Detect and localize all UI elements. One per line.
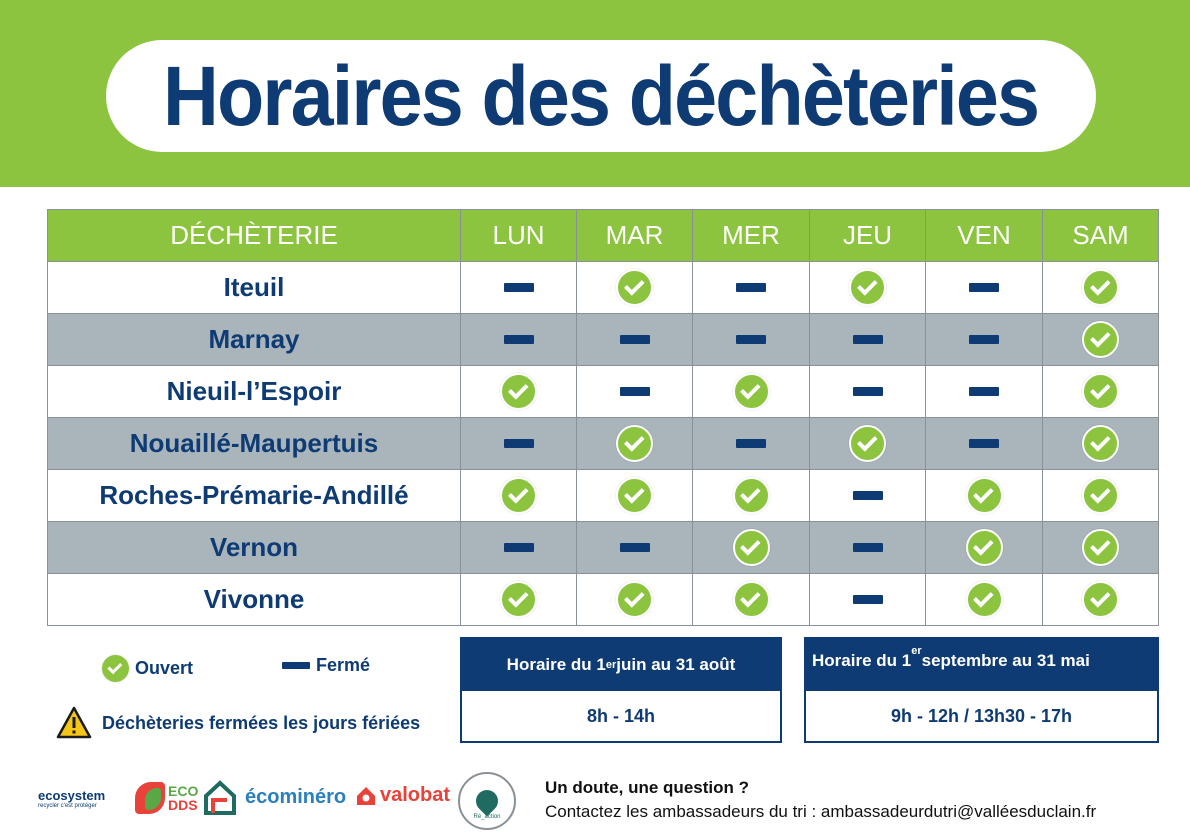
day-cell-sam	[1043, 262, 1159, 314]
summer-hours-value: 8h - 14h	[586, 705, 656, 726]
check-icon	[733, 477, 770, 514]
table-row	[48, 314, 1159, 366]
table-row	[48, 366, 1159, 418]
day-cell-ven	[926, 574, 1043, 626]
day-cell-sam	[1043, 574, 1159, 626]
legend-closed-label: Fermé	[316, 655, 371, 675]
summer-hours-title: Horaire du 1 er juin au 31 août	[462, 639, 780, 691]
day-cell-jeu	[810, 366, 926, 418]
day-cell-jeu	[810, 262, 926, 314]
day-cell-ven	[926, 262, 1043, 314]
day-cell-lun	[461, 470, 577, 522]
day-cell-mer	[693, 262, 810, 314]
ecominero-logo: écominéro	[245, 786, 347, 808]
day-cell-sam	[1043, 366, 1159, 418]
legend-open	[102, 655, 193, 682]
dash-icon	[736, 283, 766, 292]
day-cell-sam	[1043, 470, 1159, 522]
day-cell-mer	[693, 522, 810, 574]
valobat-logo	[355, 784, 450, 807]
dash-icon	[853, 387, 883, 396]
day-cell-lun	[461, 574, 577, 626]
day-cell-mer	[693, 366, 810, 418]
day-cell-mar	[577, 574, 693, 626]
column-header-lun: LUN	[461, 210, 577, 262]
day-cell-jeu	[810, 314, 926, 366]
column-header-dechetterie: DÉCHÈTERIE	[48, 210, 461, 262]
check-icon	[500, 373, 537, 410]
day-cell-sam	[1043, 418, 1159, 470]
contact-block	[545, 778, 1096, 822]
day-cell-lun	[461, 418, 577, 470]
ecosystem-logo	[38, 788, 105, 809]
day-cell-mar	[577, 418, 693, 470]
check-icon	[966, 529, 1003, 566]
day-cell-mar	[577, 522, 693, 574]
page-title: Horaires des déchèteries	[163, 48, 1039, 143]
day-cell-jeu	[810, 470, 926, 522]
dash-icon	[504, 439, 534, 448]
check-icon	[1082, 425, 1119, 462]
check-icon	[1082, 581, 1119, 618]
summer-hours-box	[460, 637, 782, 743]
dechetterie-name: Nieuil-l’Espoir	[48, 366, 461, 418]
day-cell-mar	[577, 262, 693, 314]
leaf-icon	[135, 782, 165, 814]
table-row	[48, 470, 1159, 522]
title-pill	[106, 40, 1096, 152]
day-cell-mar	[577, 314, 693, 366]
dash-icon	[853, 543, 883, 552]
column-header-mar: MAR	[577, 210, 693, 262]
day-cell-sam	[1043, 522, 1159, 574]
day-cell-mer	[693, 418, 810, 470]
dash-icon	[853, 595, 883, 604]
check-icon	[1082, 321, 1119, 358]
ecosystem-logo-text: ecosystem	[38, 788, 106, 803]
dash-icon	[853, 335, 883, 344]
check-icon	[733, 373, 770, 410]
ecodds-bottom-text: DDS	[168, 797, 198, 813]
day-cell-ven	[926, 418, 1043, 470]
summer-title-pre: Horaire du 1	[506, 655, 606, 674]
day-cell-sam	[1043, 314, 1159, 366]
dash-icon	[969, 283, 999, 292]
legend-open-label: Ouvert	[135, 658, 194, 678]
winter-title-post: septembre au 31 mai	[921, 651, 1090, 670]
contact-line: Contactez les ambassadeurs du tri : ambassadeurdutri@valléesduclain.fr	[545, 802, 1097, 821]
check-icon	[1082, 529, 1119, 566]
day-cell-lun	[461, 314, 577, 366]
ecodds-top-text: ECO	[168, 783, 199, 799]
check-icon	[733, 529, 770, 566]
winter-hours-value: 9h - 12h / 13h30 - 17h	[890, 705, 1073, 726]
day-cell-ven	[926, 522, 1043, 574]
legend-closed	[282, 655, 370, 676]
valobat-logo-text: valobat	[380, 784, 451, 806]
dechetterie-name: Roches-Prémarie-Andillé	[48, 470, 461, 522]
map-pin-icon	[471, 785, 502, 816]
check-icon	[616, 581, 653, 618]
check-icon	[616, 477, 653, 514]
check-icon	[1082, 373, 1119, 410]
column-header-mer: MER	[693, 210, 810, 262]
check-icon	[1082, 477, 1119, 514]
reaction-logo-text: Ré_action	[473, 814, 501, 820]
dash-icon	[853, 491, 883, 500]
column-header-sam: SAM	[1043, 210, 1159, 262]
day-cell-lun	[461, 366, 577, 418]
day-cell-ven	[926, 314, 1043, 366]
dash-icon	[504, 283, 534, 292]
schedule-table	[47, 209, 1159, 626]
day-cell-ven	[926, 470, 1043, 522]
table-row	[48, 522, 1159, 574]
dash-icon	[969, 439, 999, 448]
house-logo-icon	[203, 780, 237, 816]
warning-icon	[56, 706, 92, 740]
check-icon	[849, 425, 886, 462]
column-header-jeu: JEU	[810, 210, 926, 262]
winter-title-pre: Horaire du 1	[812, 651, 912, 670]
winter-hours-box	[804, 637, 1159, 743]
dechetterie-name: Marnay	[48, 314, 461, 366]
dash-icon	[504, 335, 534, 344]
check-icon	[616, 269, 653, 306]
dash-icon	[969, 335, 999, 344]
dash-icon	[282, 662, 310, 669]
check-icon	[849, 269, 886, 306]
summer-title-post: juin au 31 août	[616, 655, 736, 674]
table-row	[48, 574, 1159, 626]
day-cell-jeu	[810, 574, 926, 626]
day-cell-mer	[693, 574, 810, 626]
day-cell-ven	[926, 366, 1043, 418]
day-cell-mer	[693, 470, 810, 522]
day-cell-mar	[577, 470, 693, 522]
dechetterie-name: Nouaillé-Maupertuis	[48, 418, 461, 470]
dash-icon	[504, 543, 534, 552]
column-header-ven: VEN	[926, 210, 1043, 262]
day-cell-mar	[577, 366, 693, 418]
home-icon	[355, 785, 377, 807]
contact-question: Un doute, une question ?	[545, 778, 749, 797]
check-icon	[966, 581, 1003, 618]
day-cell-mer	[693, 314, 810, 366]
day-cell-jeu	[810, 522, 926, 574]
check-icon	[102, 655, 129, 682]
holiday-notice	[56, 706, 420, 740]
table-row	[48, 418, 1159, 470]
check-icon	[500, 477, 537, 514]
dechetterie-name: Vivonne	[48, 574, 461, 626]
dash-icon	[620, 335, 650, 344]
ecosystem-tagline: recycler c'est protéger	[38, 803, 97, 809]
dash-icon	[969, 387, 999, 396]
check-icon	[733, 581, 770, 618]
reaction-logo	[458, 772, 516, 830]
check-icon	[500, 581, 537, 618]
holiday-label: Déchèteries fermées les jours fériées	[102, 712, 421, 733]
ecodds-logo	[135, 782, 198, 814]
dash-icon	[620, 387, 650, 396]
day-cell-lun	[461, 262, 577, 314]
dash-icon	[620, 543, 650, 552]
dechetterie-name: Iteuil	[48, 262, 461, 314]
dash-icon	[736, 439, 766, 448]
check-icon	[1082, 269, 1119, 306]
check-icon	[616, 425, 653, 462]
check-icon	[966, 477, 1003, 514]
day-cell-lun	[461, 522, 577, 574]
header-band	[0, 0, 1190, 187]
table-header-row	[48, 210, 1159, 262]
day-cell-jeu	[810, 418, 926, 470]
table-row	[48, 262, 1159, 314]
winter-hours-title: Horaire du 1 er septembre au 31 mai	[806, 639, 1157, 691]
dash-icon	[736, 335, 766, 344]
dechetterie-name: Vernon	[48, 522, 461, 574]
